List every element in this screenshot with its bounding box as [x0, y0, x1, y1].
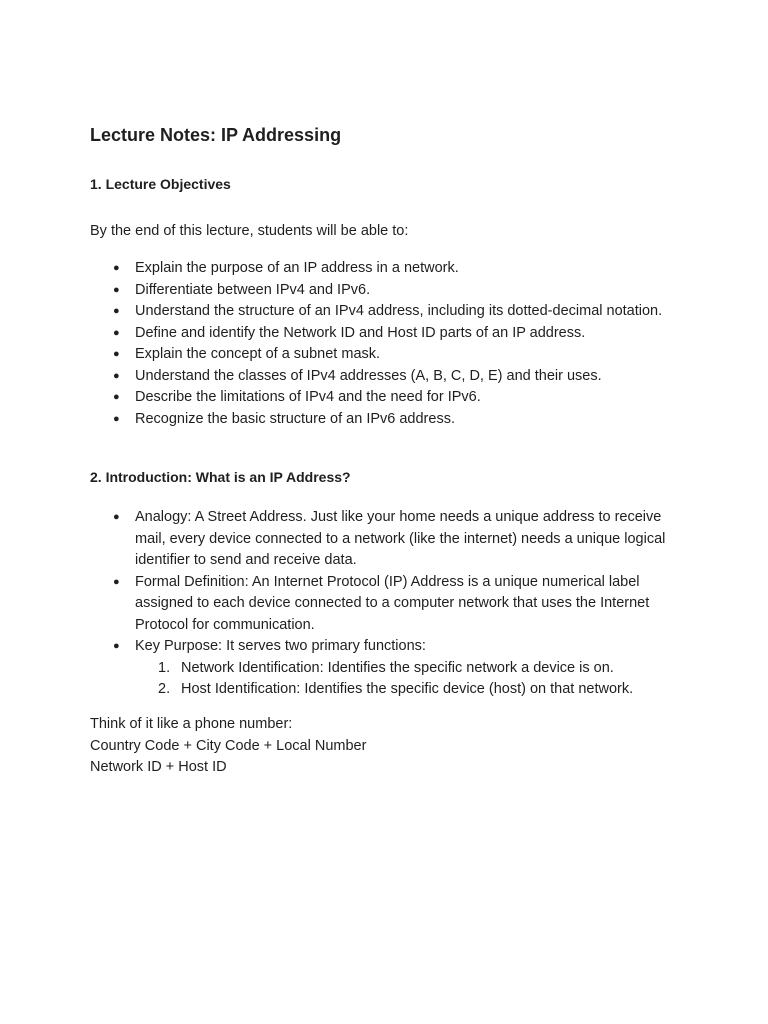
list-item-text: Formal Definition: An Internet Protocol (IP) Address is a unique numerical label assigned to each device connected to a computer network that uses the Internet Protocol for communication.: [135, 573, 650, 633]
list-item: [90, 366, 690, 388]
bullet-icon: ●: [113, 305, 120, 317]
list-item-text: Define and identify the Network ID and Host ID parts of an IP address.: [135, 324, 586, 341]
bullet-icon: ●: [113, 391, 120, 403]
bullet-icon: ●: [113, 326, 120, 339]
list-item: [90, 301, 690, 323]
list-item-text: Understand the structure of an IPv4 address, including its dotted-decimal notation.: [135, 303, 663, 319]
bullet-icon: ●: [113, 575, 120, 588]
document-title: Lecture Notes: IP Addressing: [90, 125, 342, 145]
list-item: [90, 280, 690, 302]
analogy-line: Country Code + City Code + Local Number: [90, 737, 367, 754]
list-item-text: Understand the classes of IPv4 addresses (A, B, C, D, E) and their uses.: [135, 367, 602, 384]
list-item-text: Differentiate between IPv4 and IPv6.: [135, 281, 371, 298]
list-item-text: Key Purpose: It serves two primary functions:: [135, 638, 426, 654]
analogy-line: Network ID + Host ID: [90, 759, 227, 775]
list-item: [90, 344, 690, 366]
numbered-item: [135, 679, 736, 701]
section-heading-objectives: 1. Lecture Objectives: [90, 176, 231, 192]
functions-list: [135, 658, 690, 701]
bullet-icon: ●: [113, 412, 120, 425]
list-item: [90, 507, 690, 572]
list-item: [90, 572, 690, 637]
list-item-text: Recognize the basic structure of an IPv6 address.: [135, 410, 455, 427]
numbered-item: [135, 658, 736, 680]
item-number: 1.: [158, 659, 171, 676]
numbered-item-text: Network Identification: Identifies the specific network a device is on.: [181, 659, 614, 676]
list-item: [90, 636, 690, 701]
introduction-list: [90, 507, 690, 701]
list-item-text: Explain the concept of a subnet mask.: [135, 346, 381, 362]
list-item: [90, 258, 690, 280]
objectives-intro: By the end of this lecture, students will be able to:: [90, 223, 409, 239]
list-item: [90, 409, 690, 431]
list-item-text: Analogy: A Street Address. Just like your home needs a unique address to receive mail, every device connected to a network (like the internet) needs a unique logical identifier to send and receive data.: [135, 509, 666, 568]
bullet-icon: ●: [113, 262, 120, 274]
numbered-item-text: Host Identification: Identifies the specific device (host) on that network.: [181, 681, 634, 697]
bullet-icon: ●: [113, 283, 120, 296]
item-number: 2.: [158, 681, 171, 697]
list-item-text: Explain the purpose of an IP address in a network.: [135, 260, 459, 276]
bullet-icon: ●: [113, 369, 120, 382]
objectives-list: [90, 258, 690, 430]
bullet-icon: ●: [113, 511, 120, 523]
section-heading-introduction: 2. Introduction: What is an IP Address?: [90, 469, 351, 485]
analogy-line: Think of it like a phone number:: [90, 716, 293, 732]
bullet-icon: ●: [113, 640, 120, 652]
list-item: [90, 387, 690, 409]
list-item: [90, 323, 690, 345]
list-item-text: Describe the limitations of IPv4 and the need for IPv6.: [135, 389, 481, 405]
phone-number-analogy: [90, 714, 366, 779]
bullet-icon: ●: [113, 348, 120, 360]
